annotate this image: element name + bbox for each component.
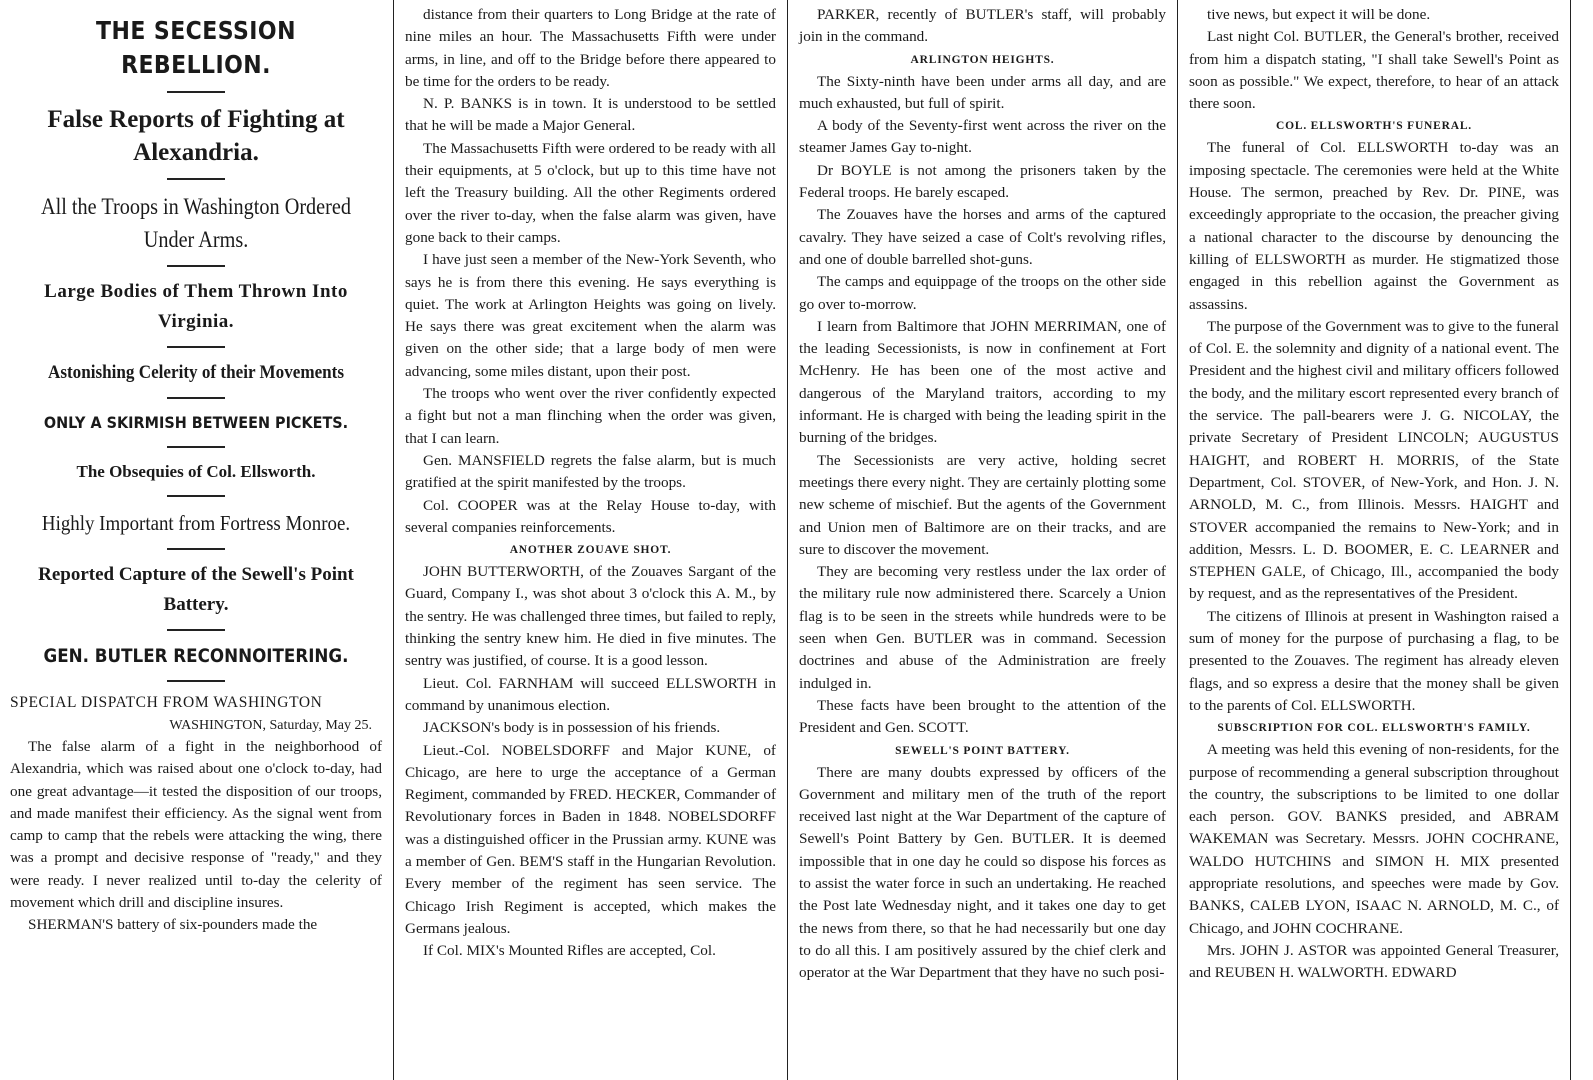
divider (167, 495, 225, 497)
column-rule (393, 0, 394, 1080)
column-rule (1177, 0, 1178, 1080)
headline-4: Large Bodies of Them Thrown Into Virginia. (44, 281, 348, 332)
divider (167, 548, 225, 550)
paragraph: I learn from Baltimore that JOHN MERRIMAN, one of the leading Secessionists, is now in confinement at Fort McHenry. He has been one of the most active and dangerous of the Maryland traitors, according to my informant. He is charged with being the leading spirit in the burning of the bridges. (799, 317, 1166, 447)
paragraph: The Massachusetts Fifth were ordered to be ready with all their equipments, at 5 o'clock, but up to this time have not left the Treasury building. All the other Regiments ordered over the river to-day, when the false alarm was given, have gone back to their camps. (405, 139, 776, 246)
divider (167, 265, 225, 267)
paragraph: SHERMAN'S battery of six-pounders made the (28, 916, 318, 934)
paragraph: tive news, but expect it will be done. (1207, 6, 1431, 23)
subheading: SUBSCRIPTION FOR COL. ELLSWORTH'S FAMILY. (1217, 722, 1531, 735)
paragraph: There are many doubts expressed by officers of the Government and military men of the truth of the report received last night at the War Department of the capture of Sewell's Point Battery by Gen. BUTLER. It is deemed impossible that in one day he could so dispose his forces as to assist the water force in such an undertaking. He reached the Post late Wednesday night, and it takes one day to get the news from there, so that he had necessarily but one day to do all this. I am positively assured by the chief clerk and operator at the War Department that they have no such posi- (799, 763, 1166, 982)
column-3 (789, 0, 1176, 1080)
paragraph: PARKER, recently of BUTLER's staff, will probably join in the command. (799, 6, 1166, 46)
paragraph: The false alarm of a fight in the neighborhood of Alexandria, which was raised about one o'clock to-day, had one great advantage—it tested the disposition of our troops, and made manifest their efficiency. As the signal went from camp to camp that the rebels were attacking the wing, there was a prompt and decisive response of "ready," and they were ready. I never realized until to-day the celerity of movement which drill and discipline insures. (10, 738, 382, 912)
paragraph: Dr BOYLE is not among the prisoners taken by the Federal troops. He barely escaped. (799, 161, 1166, 202)
subheading: COL. ELLSWORTH'S FUNERAL. (1276, 120, 1472, 133)
subheading: ARLINGTON HEIGHTS. (910, 53, 1055, 66)
paragraph: The citizens of Illinois at present in Washington raised a sum of money for the purpose of purchasing a flag, to be presented to the Zouaves. The regiment has already eleven flags, and so express a desire that the money shall be given to the parents of Col. ELLSWORTH. (1189, 607, 1559, 714)
column-4 (1179, 0, 1569, 1080)
paragraph: Lieut. Col. FARNHAM will succeed ELLSWORTH in command by unanimous election. (405, 674, 776, 714)
paragraph: The funeral of Col. ELLSWORTH to-day was an imposing spectacle. The ceremonies were held at the White House. The sermon, preached by Rev. Dr. PINE, was exceedingly appropriate to the occasion, the preacher giving a national character to the discourse by denouncing the killing of ELLSWORTH as murder. He stigmatized those engaged in this rebellion against the Government as assassins. (1189, 139, 1559, 313)
headline-3: All the Troops in Washington Ordered Under Arms. (40, 194, 352, 252)
column-rule (1570, 0, 1571, 1080)
headline-7: The Obsequies of Col. Ellsworth. (76, 462, 316, 481)
divider (167, 397, 225, 399)
paragraph: Col. COOPER was at the Relay House to-day, with several companies reinforcements. (405, 496, 776, 536)
paragraph: distance from their quarters to Long Bridge at the rate of nine miles an hour. The Massachusetts Fifth were under arms, in line, and off to the Bridge before there appeared to be time for the orders to be ready. (405, 6, 776, 90)
paragraph: The purpose of the Government was to give to the funeral of Col. E. the solemnity and dignity of a national event. The President and the highest civil and military officers followed the body, and the military escort represented every branch of the service. The pall-bearers were J. G. NICOLAY, the private Secretary of President LINCOLN; AUGUSTUS HAIGHT, and ROBERT H. MORRIS, of the State Department, Col. STOVER, of New-York, and Hon. J. N. ARNOLD, M. C., from Illinois. Messrs. HAIGHT and STOVER accompanied the remains to New-York; and in addition, Messrs. L. D. BOOMER, E. C. LEARNER and STEPHEN GALE, of Chicago, Ill., accompanied the body by request, and as the representatives of the President. (1189, 317, 1559, 603)
paragraph: These facts have been brought to the attention of the President and Gen. SCOTT. (799, 696, 1166, 737)
divider (167, 680, 225, 682)
headline-2: False Reports of Fighting at Alexandria. (47, 106, 345, 166)
dispatch-heading: SPECIAL DISPATCH FROM WASHINGTON (10, 694, 323, 711)
headline-main: THE SECESSION REBELLION. (96, 16, 296, 79)
column-rule (787, 0, 788, 1080)
divider (167, 178, 225, 180)
divider (167, 629, 225, 631)
paragraph: The Secessionists are very active, holding secret meetings there every night. They are certainly plotting some new scheme of mischief. But the agents of the Government and Union men of Baltimore are on their tracks, and are sure to discover the movement. (799, 451, 1166, 558)
paragraph: The camps and equippage of the troops on the other side go over to-morrow. (799, 273, 1166, 313)
paragraph: N. P. BANKS is in town. It is understood to be settled that he will be made a Major General. (405, 95, 776, 135)
paragraph: A meeting was held this evening of non-residents, for the purpose of recommending a general subscription throughout the country, the subscriptions to be limited to one dollar each person. GOV. BANKS presided, and ABRAM WAKEMAN was Secretary. Messrs. JOHN COCHRANE, WALDO HUTCHINS and SIMON H. MIX presented appropriate resolutions, and speeches were made by Gov. BANKS, CALEB LYON, ISAAC N. ARNOLD, M. C., of Chicago, and JOHN COCHRANE. (1189, 741, 1559, 937)
paragraph: The Zouaves have the horses and arms of the captured cavalry. They have seized a case of Colt's revolving rifles, and one of double barrelled shot-guns. (799, 206, 1166, 268)
paragraph: Lieut.-Col. NOBELSDORFF and Major KUNE, of Chicago, are here to urge the acceptance of a German Regiment, commanded by FRED. HECKER, Commander of Revolutionary forces in Baden in 1848. NOBELSDORFF was a distinguished officer in the Prussian army. KUNE was a member of Gen. BEM'S staff in the Hungarian Revolution. Every member of the regiment has seen service. The Chicago Irish Regiment is accepted, which makes the Germans jealous. (405, 741, 776, 937)
headline-6: ONLY A SKIRMISH BETWEEN PICKETS. (43, 413, 349, 432)
subheading: ANOTHER ZOUAVE SHOT. (509, 544, 672, 557)
divider (167, 91, 225, 93)
paragraph: Last night Col. BUTLER, the General's brother, received from him a dispatch stating, "I shall take Sewell's Point as soon as possible." We expect, therefore, to hear of an attack there soon. (1189, 28, 1559, 113)
subheading: SEWELL'S POINT BATTERY. (895, 744, 1070, 757)
headline-9: Reported Capture of the Sewell's Point Battery. (38, 564, 354, 615)
paragraph: The Sixty-ninth have been under arms all day, and are much exhausted, but full of spirit. (799, 72, 1166, 112)
paragraph: JACKSON's body is in possession of his friends. (423, 719, 721, 737)
column-2 (395, 0, 786, 1080)
divider (167, 346, 225, 348)
headline-8: Highly Important from Fortress Monroe. (41, 511, 351, 535)
paragraph: If Col. MIX's Mounted Rifles are accepted, Col. (423, 942, 716, 960)
paragraph: Mrs. JOHN J. ASTOR was appointed General Treasurer, and REUBEN H. WALWORTH. EDWARD (1189, 941, 1559, 982)
paragraph: Gen. MANSFIELD regrets the false alarm, but is much gratified at the spirit manifested by the troops. (405, 451, 776, 492)
dateline: WASHINGTON, Saturday, May 25. (169, 718, 372, 733)
column-1 (0, 0, 392, 1080)
paragraph: They are becoming very restless under the lax order of the military rule now administered there. Scarcely a Union flag is to be seen in the streets while hundreds were to be seen when Gen. BUTLER was in command. Secession doctrines and abuse of the Administration are freely indulged in. (799, 563, 1166, 692)
paragraph: JOHN BUTTERWORTH, of the Zouaves Sargant of the Guard, Company I., was shot about 3 o'clock this A. M., by the sentry. He was challenged three times, but failed to reply, thinking the sentry knew him. He died in five minutes. The sentry was justified, of course. It is a good lesson. (405, 563, 776, 670)
paragraph: The troops who went over the river confidently expected a fight but not a man flinching when the order was given, that I can learn. (405, 385, 776, 447)
headline-10: GEN. BUTLER RECONNOITERING. (43, 645, 349, 667)
divider (167, 446, 225, 448)
paragraph: A body of the Seventy-first went across the river on the steamer James Gay to-night. (799, 117, 1166, 157)
paragraph: I have just seen a member of the New-York Seventh, who says he is from there this evening. He says everything is quiet. The work at Arlington Heights was going on lively. He says there was great excitement when the alarm was given on the other side; that a large body of men were advancing, some miles distant, upon their post. (405, 251, 776, 380)
headline-5: Astonishing Celerity of their Movements (47, 362, 345, 383)
